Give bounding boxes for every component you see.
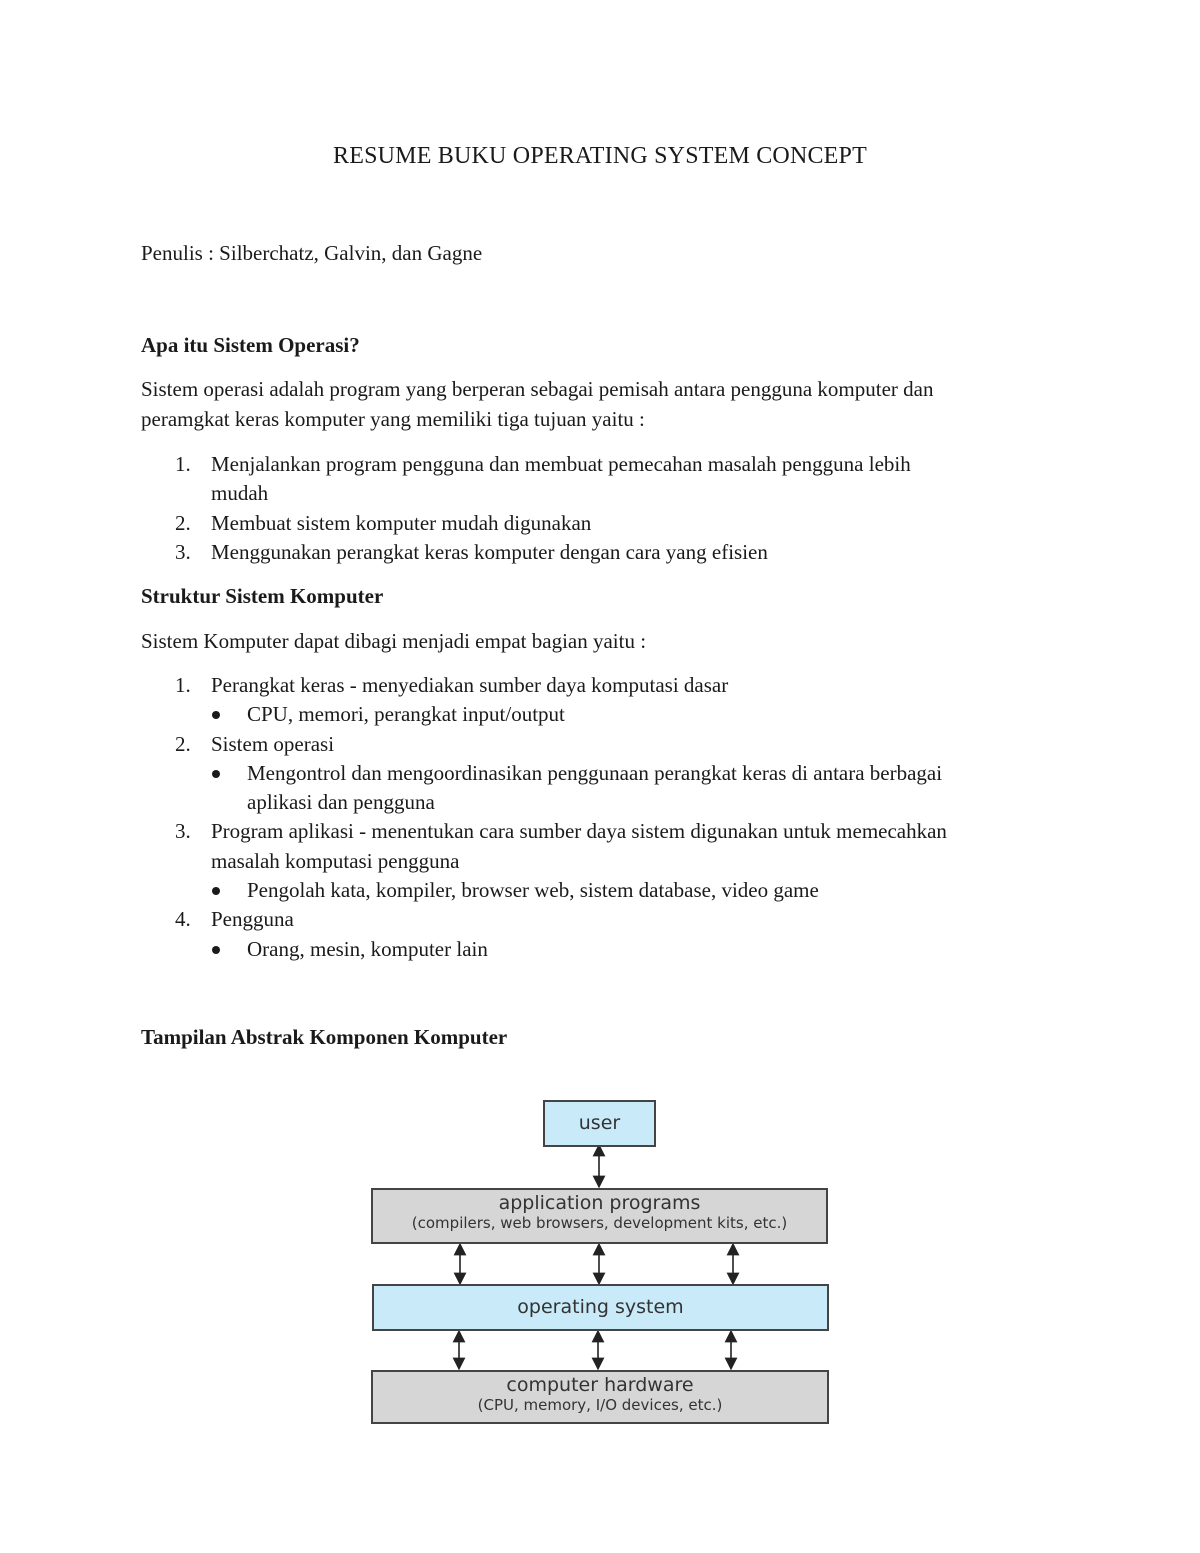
author-line: Penulis : Silberchatz, Galvin, dan Gagne — [141, 241, 483, 265]
bullet-text: aplikasi dan pengguna — [247, 790, 435, 815]
computer-hardware-box — [371, 1370, 829, 1424]
application-examples-label: (compilers, web browsers, development kits, etc.) — [411, 1214, 788, 1232]
bullet-text: Orang, mesin, komputer lain — [247, 936, 488, 961]
application-programs-label: application programs — [498, 1192, 701, 1214]
section-heading-os: Apa itu Sistem Operasi? — [141, 333, 360, 357]
computer-hardware-label: computer hardware — [506, 1374, 694, 1396]
section-heading-structure: Struktur Sistem Komputer — [141, 584, 384, 608]
paragraph-line: peramgkat keras komputer yang memiliki tiga tujuan yaitu : — [141, 407, 645, 431]
operating-system-label: operating system — [517, 1296, 684, 1318]
list-item-text: Membuat sistem komputer mudah digunakan — [211, 510, 592, 535]
list-item-text: Perangkat keras - menyediakan sumber daya komputasi dasar — [211, 673, 729, 697]
list-number: 1. — [175, 673, 191, 697]
list-item-text: Menggunakan perangkat keras komputer dengan cara yang efisien — [211, 539, 768, 564]
list-item-text: masalah komputasi pengguna — [211, 848, 460, 873]
paragraph-line: Sistem operasi adalah program yang berperan sebagai pemisah antara pengguna komputer dan — [141, 377, 934, 401]
list-item-text: Pengguna — [211, 907, 294, 932]
list-number: 1. — [175, 452, 191, 476]
user-label: user — [578, 1112, 621, 1134]
list-number: 3. — [175, 819, 191, 844]
bullet-text: CPU, memori, perangkat input/output — [247, 702, 565, 727]
list-number: 2. — [175, 731, 191, 756]
list-number: 4. — [175, 907, 191, 932]
list-item-text: Sistem operasi — [211, 731, 335, 756]
operating-system-box — [372, 1284, 829, 1331]
list-item-text: mudah — [211, 481, 269, 506]
application-programs-box — [371, 1188, 828, 1244]
user-box — [543, 1100, 656, 1147]
list-number: 3. — [175, 539, 191, 564]
hardware-examples-label: (CPU, memory, I/O devices, etc.) — [477, 1396, 723, 1414]
list-item-text: Menjalankan program pengguna dan membuat pemecahan masalah pengguna lebih — [211, 452, 911, 476]
bullet-text: Pengolah kata, kompiler, browser web, sistem database, video game — [247, 878, 819, 903]
section-paragraph-structure: Sistem Komputer dapat dibagi menjadi empat bagian yaitu : — [141, 629, 647, 653]
document-title: RESUME BUKU OPERATING SYSTEM CONCEPT — [333, 143, 867, 169]
list-item-text: Program aplikasi - menentukan cara sumber daya sistem digunakan untuk memecahkan — [211, 819, 947, 844]
section-heading-abstract-view: Tampilan Abstrak Komponen Komputer — [141, 1025, 508, 1049]
list-number: 2. — [175, 510, 191, 535]
bullet-text: Mengontrol dan mengoordinasikan penggunaan perangkat keras di antara berbagai — [247, 760, 943, 785]
